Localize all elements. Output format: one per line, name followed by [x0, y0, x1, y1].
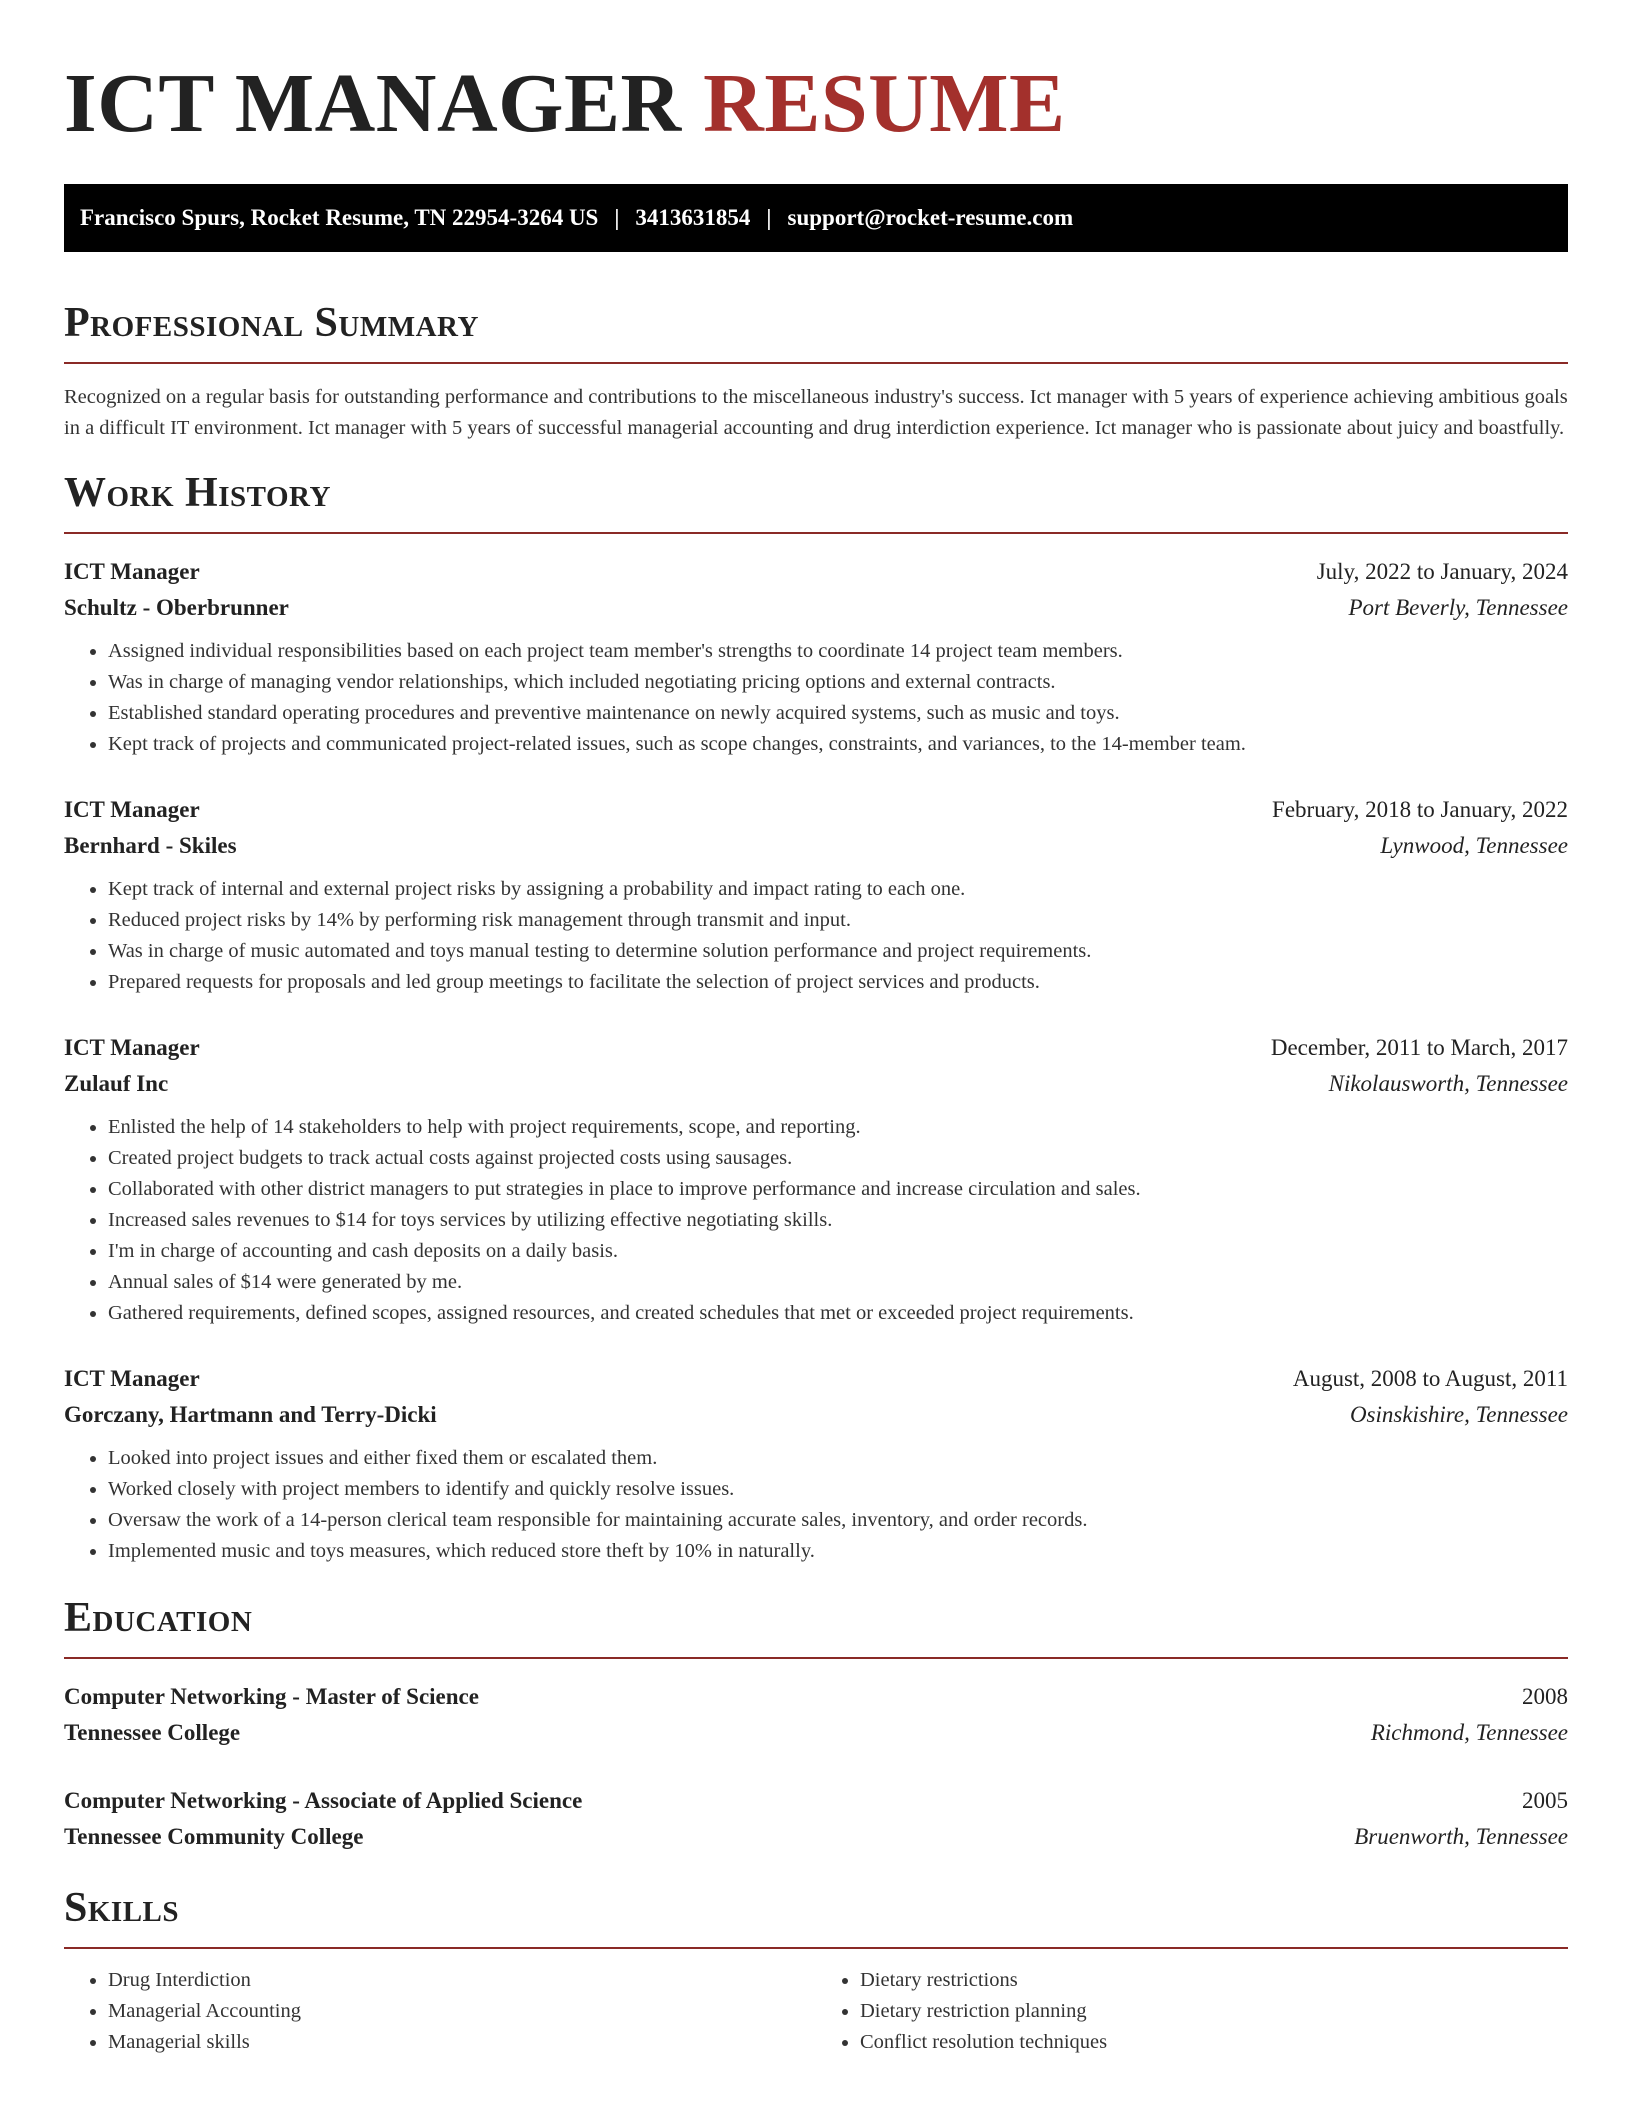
title-main: ICT MANAGER — [64, 57, 682, 150]
job-company: Bernhard - Skiles — [64, 833, 237, 858]
list-item: • Kept track of internal and external project risks by assigning a probability and impact rating to each one. — [108, 874, 1568, 905]
page-title — [64, 58, 1568, 150]
job-title: ICT Manager — [64, 797, 200, 822]
list-item: • Reduced project risks by 14% by performing risk management through transmit and input. — [108, 905, 1568, 936]
education-degree: Computer Networking - Associate of Applied Science — [64, 1788, 583, 1813]
contact-address: Francisco Spurs, Rocket Resume, TN 22954-3264 US — [80, 205, 599, 230]
education-section — [64, 1593, 1568, 1855]
job-dates: February, 2018 to January, 2022 — [1272, 797, 1568, 822]
list-item: • Implemented music and toys measures, which reduced store theft by 10% in naturally. — [108, 1536, 1568, 1567]
education-year: 2005 — [1522, 1788, 1568, 1813]
list-item: • Assigned individual responsibilities based on each project team member's strengths to coordinate 14 project team members. — [108, 636, 1568, 667]
job-dates: July, 2022 to January, 2024 — [1316, 559, 1568, 584]
job-title: ICT Manager — [64, 1035, 200, 1060]
job-location: Port Beverly, Tennessee — [1348, 595, 1568, 620]
job-location: Nikolausworth, Tennessee — [1328, 1071, 1568, 1096]
job-entry — [64, 554, 1568, 760]
job-entry — [64, 1030, 1568, 1329]
list-item: • Gathered requirements, defined scopes, assigned resources, and created schedules that met or exceeded project requirements. — [108, 1298, 1568, 1329]
job-bullets — [64, 1112, 1568, 1329]
section-divider — [64, 362, 1568, 364]
work-history-section — [64, 468, 1568, 1567]
contact-separator: | — [614, 205, 620, 230]
section-heading: Professional Summary — [64, 300, 479, 346]
skill-item: • Drug Interdiction — [108, 1965, 816, 1996]
section-heading: Work History — [64, 470, 331, 516]
summary-section — [64, 298, 1568, 444]
list-item: • Established standard operating procedures and preventive maintenance on newly acquired systems, such as music and toys. — [108, 698, 1568, 729]
skill-item: • Conflict resolution techniques — [860, 2027, 1568, 2058]
skill-item: • Dietary restriction planning — [860, 1996, 1568, 2027]
list-item: • Was in charge of managing vendor relationships, which included negotiating pricing options and external contracts. — [108, 667, 1568, 698]
job-location: Lynwood, Tennessee — [1380, 833, 1568, 858]
title-accent: RESUME — [703, 57, 1066, 150]
section-divider — [64, 1657, 1568, 1659]
list-item: • I'm in charge of accounting and cash deposits on a daily basis. — [108, 1236, 1568, 1267]
education-school: Tennessee College — [64, 1720, 241, 1745]
job-bullets — [64, 874, 1568, 998]
skills-list-left — [64, 1965, 816, 2058]
skill-item: • Managerial Accounting — [108, 1996, 816, 2027]
section-heading: Skills — [64, 1885, 180, 1931]
job-title: ICT Manager — [64, 1366, 200, 1391]
list-item: • Enlisted the help of 14 stakeholders to help with project requirements, scope, and reporting. — [108, 1112, 1568, 1143]
summary-text: Recognized on a regular basis for outstanding performance and contributions to the miscellaneous industry's success. Ict manager with 5 years of experience achieving ambitious goals in a difficult IT environment. Ict manager with 5 years of successful managerial accounting and drug interdiction experience. Ict manager who is passionate about juicy and boastfully. — [64, 386, 1568, 439]
list-item: • Was in charge of music automated and toys manual testing to determine solution performance and project requirements. — [108, 936, 1568, 967]
job-location: Osinskishire, Tennessee — [1349, 1402, 1568, 1427]
section-heading: Education — [64, 1595, 253, 1641]
education-location: Bruenworth, Tennessee — [1354, 1824, 1568, 1849]
education-school: Tennessee Community College — [64, 1824, 364, 1849]
job-entry — [64, 1361, 1568, 1567]
skills-grid — [64, 1965, 1568, 2058]
list-item: • Oversaw the work of a 14-person clerical team responsible for maintaining accurate sales, inventory, and order records. — [108, 1505, 1568, 1536]
section-divider — [64, 532, 1568, 534]
education-year: 2008 — [1522, 1684, 1568, 1709]
job-bullets — [64, 1443, 1568, 1567]
education-entry — [64, 1783, 1568, 1855]
job-bullets — [64, 636, 1568, 760]
job-company: Zulauf Inc — [64, 1071, 169, 1096]
list-item: • Collaborated with other district managers to put strategies in place to improve performance and increase circulation and sales. — [108, 1174, 1568, 1205]
list-item: • Created project budgets to track actual costs against projected costs using sausages. — [108, 1143, 1568, 1174]
contact-email: support@rocket-resume.com — [787, 205, 1074, 230]
job-dates: December, 2011 to March, 2017 — [1270, 1035, 1568, 1060]
contact-separator: | — [766, 205, 772, 230]
job-company: Schultz - Oberbrunner — [64, 595, 289, 620]
list-item: • Looked into project issues and either fixed them or escalated them. — [108, 1443, 1568, 1474]
list-item: • Worked closely with project members to identify and quickly resolve issues. — [108, 1474, 1568, 1505]
list-item: • Kept track of projects and communicated project-related issues, such as scope changes, constraints, and variances, to the 14-member team. — [108, 729, 1568, 760]
section-divider — [64, 1947, 1568, 1949]
skill-item: • Managerial skills — [108, 2027, 816, 2058]
contact-bar — [64, 184, 1568, 252]
list-item: • Annual sales of $14 were generated by me. — [108, 1267, 1568, 1298]
list-item: • Prepared requests for proposals and led group meetings to facilitate the selection of project services and products. — [108, 967, 1568, 998]
education-degree: Computer Networking - Master of Science — [64, 1684, 479, 1709]
contact-phone: 3413631854 — [635, 205, 751, 230]
job-company: Gorczany, Hartmann and Terry-Dicki — [64, 1402, 437, 1427]
job-dates: August, 2008 to August, 2011 — [1292, 1366, 1568, 1391]
skills-section — [64, 1883, 1568, 2058]
education-entry — [64, 1679, 1568, 1751]
job-entry — [64, 792, 1568, 998]
education-location: Richmond, Tennessee — [1370, 1720, 1568, 1745]
skill-item: • Dietary restrictions — [860, 1965, 1568, 1996]
skills-list-right — [816, 1965, 1568, 2058]
job-title: ICT Manager — [64, 559, 200, 584]
list-item: • Increased sales revenues to $14 for toys services by utilizing effective negotiating skills. — [108, 1205, 1568, 1236]
